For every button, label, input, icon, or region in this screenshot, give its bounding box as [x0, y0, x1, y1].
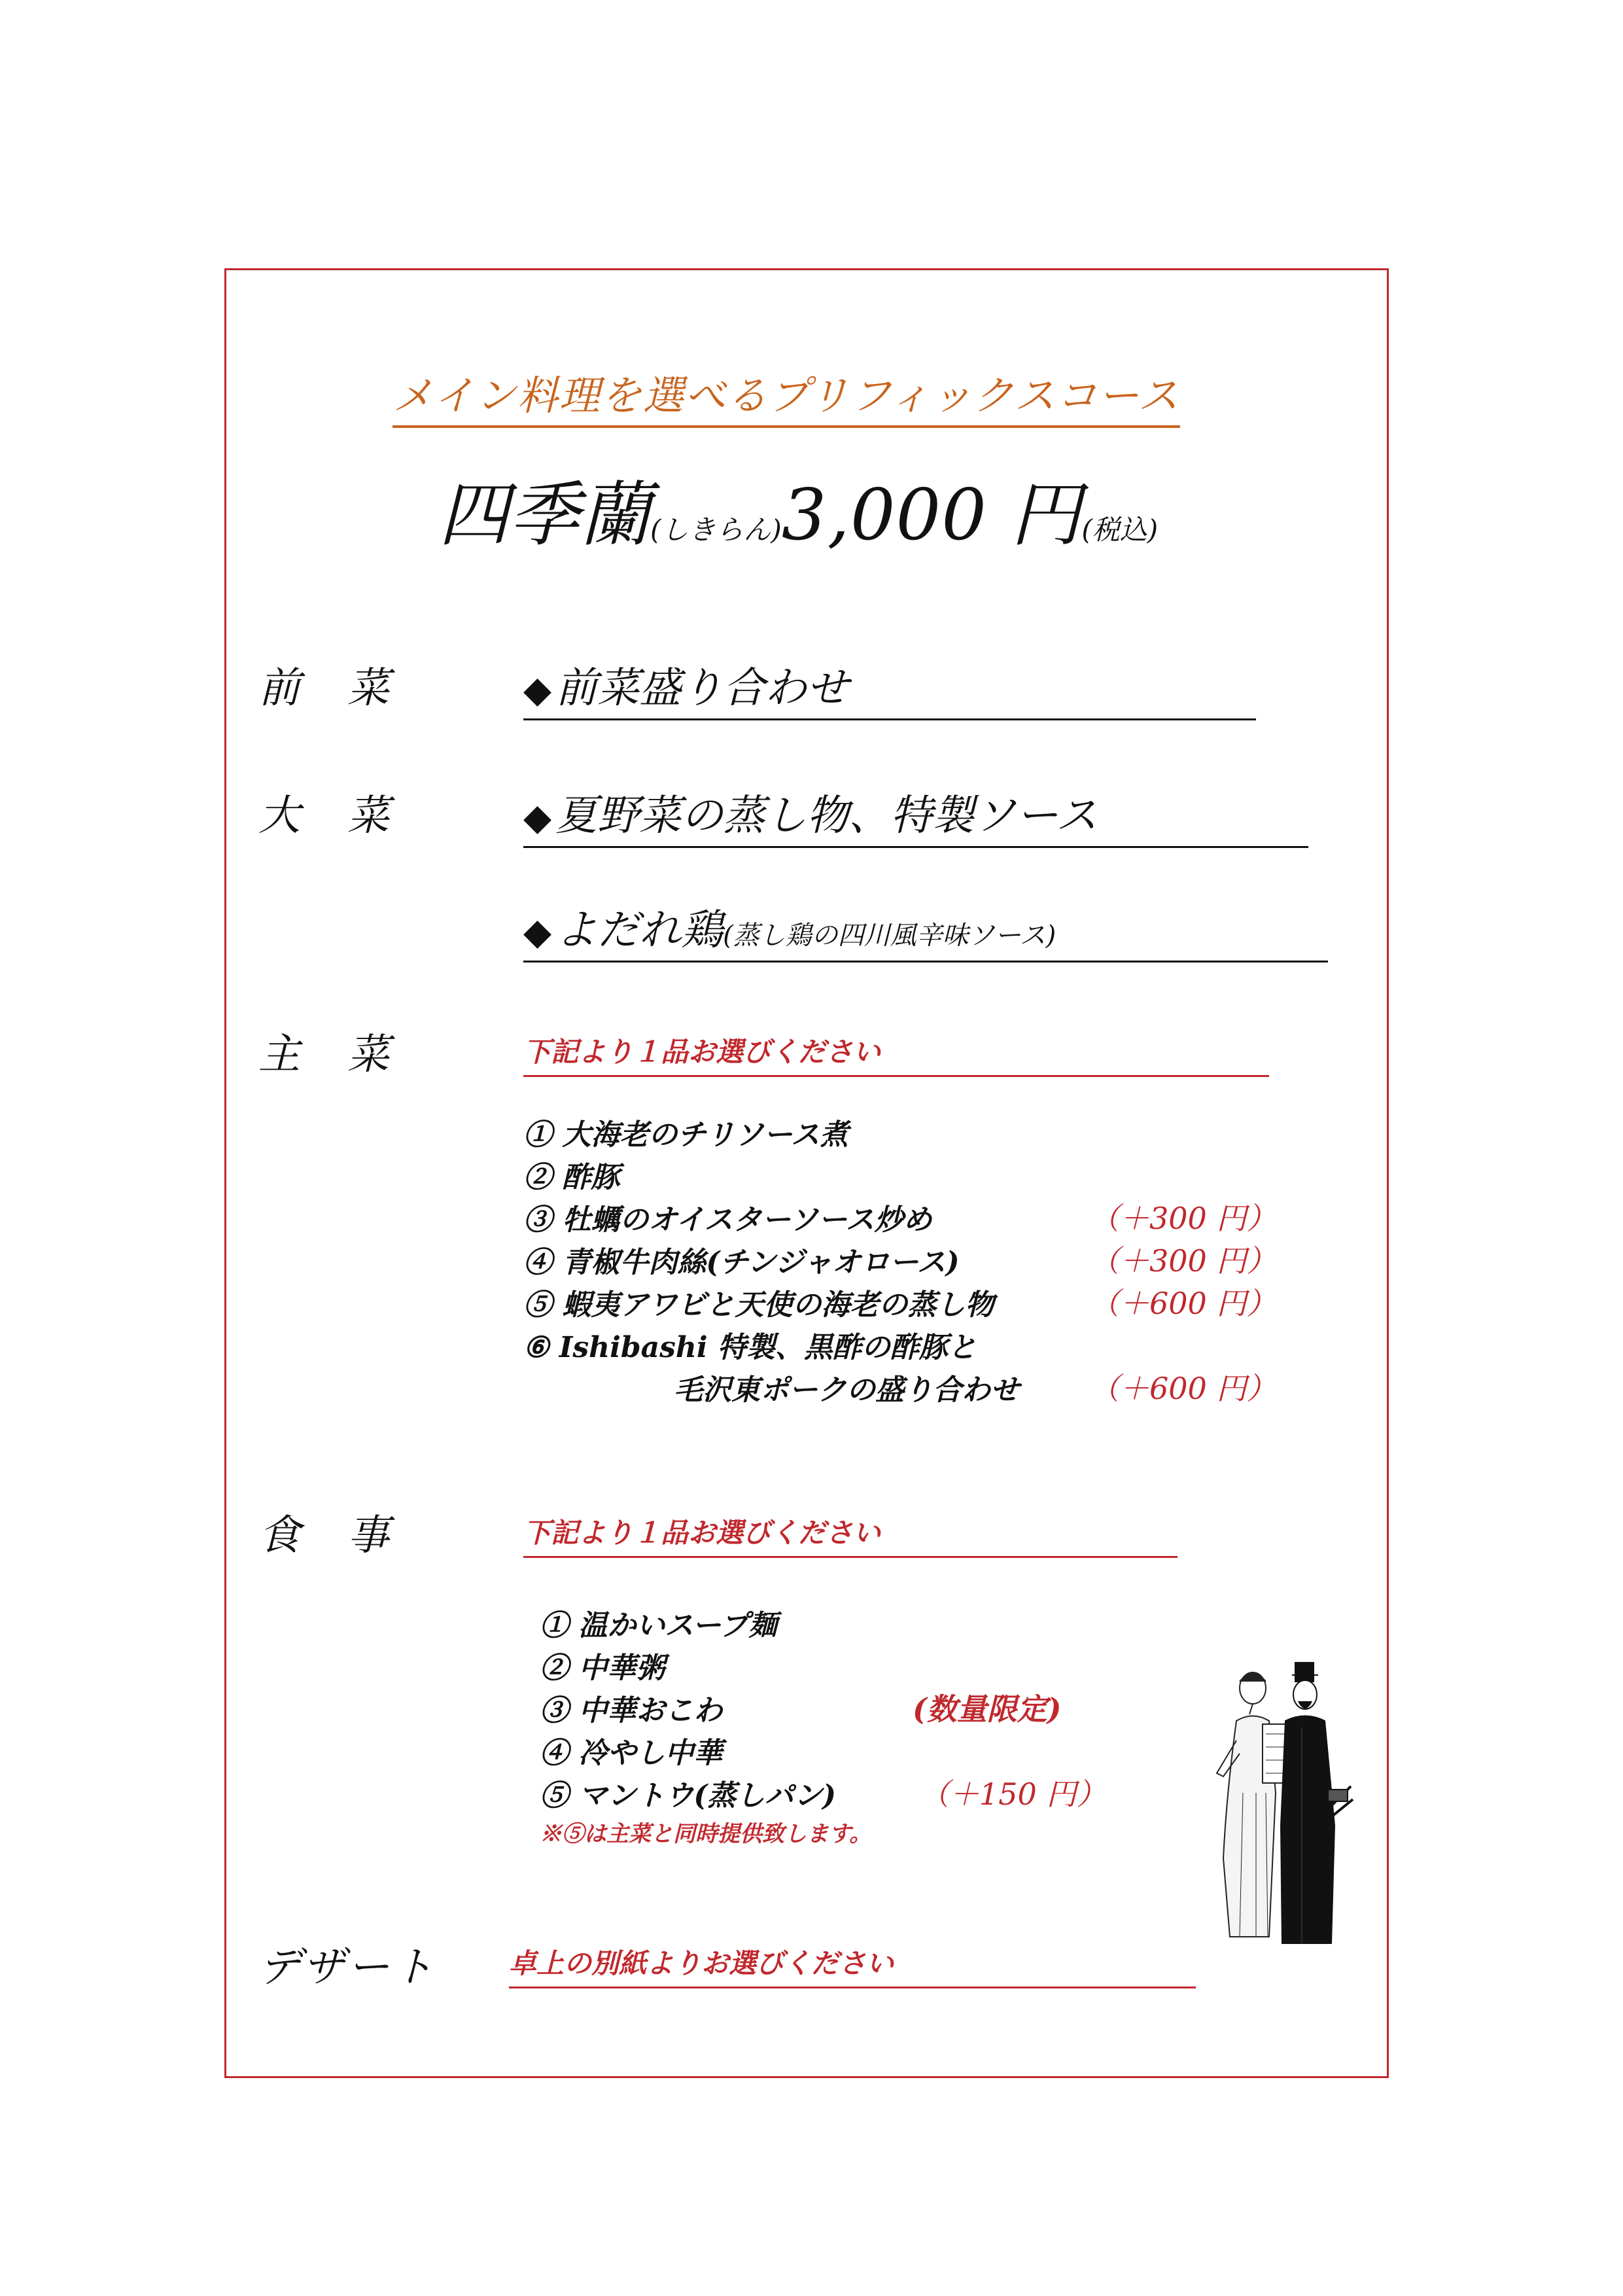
course-reading: (しきらん) [650, 514, 782, 546]
meal-item-3: ③ 中華おこわ [540, 1694, 723, 1727]
large-dish-2-note: (蒸し鶏の四川風辛味ソース) [723, 921, 1056, 951]
large-dish-1-name: 夏野菜の蒸し物、特製ソース [555, 792, 1098, 840]
dessert-label: デザート [258, 1943, 436, 1992]
course-name: 四季蘭 [438, 474, 651, 556]
meal-item-2: ② 中華粥 [540, 1651, 665, 1685]
dessert-choose-instruction: 卓上の別紙よりお選びください [509, 1942, 1196, 1988]
main-item-2: ② 酢豚 [523, 1161, 620, 1194]
course-price: 3,000 円 [781, 474, 1082, 556]
main-item-4-extra: （＋300 円） [1089, 1243, 1277, 1279]
course-subtitle: メイン料理を選べるプリフィックスコース [393, 363, 1180, 428]
illustration-two-figures [1204, 1662, 1354, 1950]
meal-choose-instruction: 下記より１品お選びください [523, 1511, 1178, 1558]
main-choose-instruction: 下記より１品お選びください [523, 1031, 1269, 1077]
main-item-6-cont: 毛沢東ポークの盛り合わせ [674, 1373, 1019, 1407]
main-item-3: ③ 牡蠣のオイスターソース炒め [523, 1203, 932, 1237]
diamond-icon: ◆ [523, 911, 552, 953]
diamond-icon: ◆ [523, 669, 552, 711]
large-dish-2 [523, 896, 1328, 963]
diamond-icon: ◆ [523, 796, 552, 839]
large-dish-2-name: よだれ鶏 [555, 906, 724, 955]
tax-note: (税込) [1081, 514, 1159, 546]
main-dish-label: 主 菜 [258, 1031, 392, 1079]
course-title [438, 458, 1158, 559]
meal-item-5-extra: （＋150 円） [919, 1776, 1107, 1812]
meal-item-3-extra: (数量限定) [913, 1691, 1062, 1727]
appetizer-dish-name: 前菜盛り合わせ [555, 664, 849, 713]
main-item-5: ⑤ 蝦夷アワビと天使の海老の蒸し物 [523, 1288, 994, 1322]
main-item-6: ⑥ Ishibashi 特製、黒酢の酢豚と [523, 1331, 977, 1364]
large-dish-1 [523, 782, 1308, 848]
appetizer-dish [523, 654, 1256, 720]
meal-item-1: ① 温かいスープ麺 [540, 1609, 777, 1642]
meal-note: ※⑤は主菜と同時提供致します。 [540, 1821, 872, 1847]
main-item-1: ① 大海老のチリソース煮 [523, 1118, 849, 1152]
meal-label: 食 事 [258, 1511, 392, 1560]
meal-item-4: ④ 冷やし中華 [540, 1737, 723, 1770]
main-item-3-extra: （＋300 円） [1089, 1201, 1277, 1236]
main-item-6-extra: （＋600 円） [1089, 1371, 1277, 1406]
main-item-5-extra: （＋600 円） [1089, 1286, 1277, 1321]
meal-item-5: ⑤ マントウ(蒸しパン) [540, 1779, 836, 1812]
appetizer-label: 前 菜 [258, 664, 392, 713]
large-dish-label: 大 菜 [258, 792, 392, 840]
main-item-4: ④ 青椒牛肉絲(チンジャオロース) [523, 1246, 960, 1279]
